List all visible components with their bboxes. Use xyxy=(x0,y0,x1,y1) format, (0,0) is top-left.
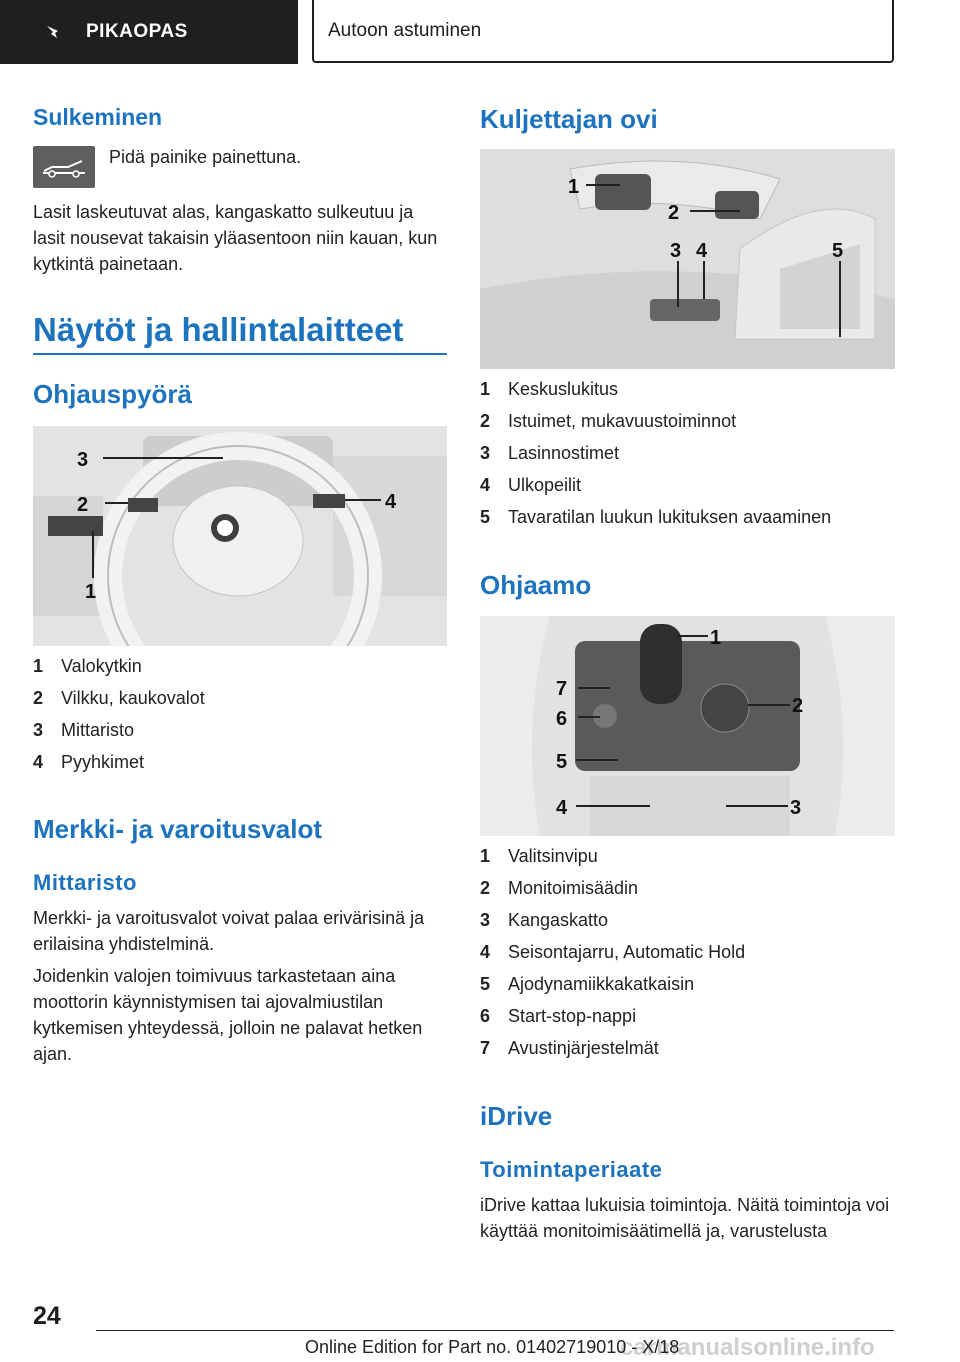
steering-wheel-image xyxy=(33,426,447,646)
driver-door-image xyxy=(480,149,895,369)
cockpit-callout-7: 7 xyxy=(556,678,568,700)
merkki-heading: Merkki- ja varoitusvalot xyxy=(33,814,322,844)
list-item: 4 Seisontajarru, Automatic Hold xyxy=(480,942,746,962)
list-item: 3 Kangaskatto xyxy=(480,910,609,930)
idrive-heading: iDrive xyxy=(480,1101,553,1131)
cockpit-callout-3: 3 xyxy=(790,797,802,819)
idrive-body: iDrive kattaa lukuisia toimintoja. Näitä toimintoja voi käyttää monitoimisäätimellä ja, varustelusta xyxy=(480,1195,890,1241)
convertible-button xyxy=(33,146,95,188)
cockpit-callout-5: 5 xyxy=(556,751,568,773)
wheel-callout-1: 1 xyxy=(85,581,97,603)
door-callout-2: 2 xyxy=(668,202,680,224)
header-tab xyxy=(0,0,298,64)
section-rule xyxy=(33,353,447,355)
list-item: 2 Istuimet, mukavuustoiminnot xyxy=(480,411,737,431)
list-item: 5 Tavaratilan luukun lukituksen avaaminen xyxy=(480,507,832,527)
ohjaamo-heading: Ohjaamo xyxy=(480,570,592,600)
kuljettajan-ovi-heading: Kuljettajan ovi xyxy=(480,104,658,134)
merkki-para1: Merkki- ja varoitusvalot voivat palaa erivärisinä ja erilaisina yhdistelminä. xyxy=(33,908,425,954)
steering-wheel-legend xyxy=(33,656,447,784)
merkki-para2: Joidenkin valojen toimivuus tarkastetaan aina moottorin käynnistymisen tai ajovalmiustilan kytkemisen yhteydessä, jolloin ne palavat hetken ajan. xyxy=(33,966,423,1064)
list-item: 2 Monitoimisäädin xyxy=(480,878,639,898)
header-section xyxy=(312,0,894,63)
section-title: Näytöt ja hallintalaitteet xyxy=(33,311,404,348)
cockpit-callout-2: 2 xyxy=(792,695,804,717)
sulkeminen-body: Lasit laskeutuvat alas, kangaskatto sulkeutuu ja lasit nousevat takaisin yläasentoon niin kauan, kun kytkintä painetaan. xyxy=(33,202,438,274)
cockpit-callout-6: 6 xyxy=(556,708,568,730)
wheel-callout-4: 4 xyxy=(385,491,397,513)
mittaristo-subheading: Mittaristo xyxy=(33,870,137,895)
cockpit-image xyxy=(480,616,895,836)
ohjauspyora-heading: Ohjauspyörä xyxy=(33,379,192,409)
list-item: 1 Valitsinvipu xyxy=(480,846,598,866)
list-item: 3 Mittaristo xyxy=(33,720,135,740)
watermark: carmanualsonline.info xyxy=(620,1334,875,1361)
page-number: 24 xyxy=(33,1302,61,1330)
list-item: 2 Vilkku, kaukovalot xyxy=(33,688,205,708)
footer-edition: Online Edition for Part no. 01402719010 - X/18 xyxy=(305,1337,680,1357)
door-callout-4: 4 xyxy=(696,240,708,262)
door-callout-1: 1 xyxy=(568,176,580,198)
list-item: 4 Pyyhkimet xyxy=(33,752,145,772)
toimintaperiaate-subheading: Toimintaperiaate xyxy=(480,1157,663,1182)
cockpit-callout-1: 1 xyxy=(710,627,722,649)
driver-door-legend xyxy=(480,379,895,539)
list-item: 1 Valokytkin xyxy=(33,656,142,676)
door-callout-3: 3 xyxy=(670,240,682,262)
header-tab-label: PIKAOPAS xyxy=(86,21,188,42)
list-item: 4 Ulkopeilit xyxy=(480,475,582,495)
list-item: 5 Ajodynamiikkakatkaisin xyxy=(480,974,695,994)
list-item: 3 Lasinnostimet xyxy=(480,443,620,463)
list-item: 1 Keskuslukitus xyxy=(480,379,619,399)
footer-rule xyxy=(96,1330,894,1331)
cockpit-legend xyxy=(480,846,895,1070)
header-section-title: Autoon astuminen xyxy=(328,19,482,41)
button-caption: Pidä painike painettuna. xyxy=(109,147,302,167)
wheel-callout-3: 3 xyxy=(77,449,89,471)
list-item: 6 Start-stop-nappi xyxy=(480,1006,637,1026)
cockpit-callout-4: 4 xyxy=(556,797,568,819)
sulkeminen-heading: Sulkeminen xyxy=(33,104,163,130)
door-callout-5: 5 xyxy=(832,240,844,262)
list-item: 7 Avustinjärjestelmät xyxy=(480,1038,659,1058)
quick-guide-icon xyxy=(44,22,64,42)
convertible-roof-icon xyxy=(40,155,88,179)
wheel-callout-2: 2 xyxy=(77,494,89,516)
